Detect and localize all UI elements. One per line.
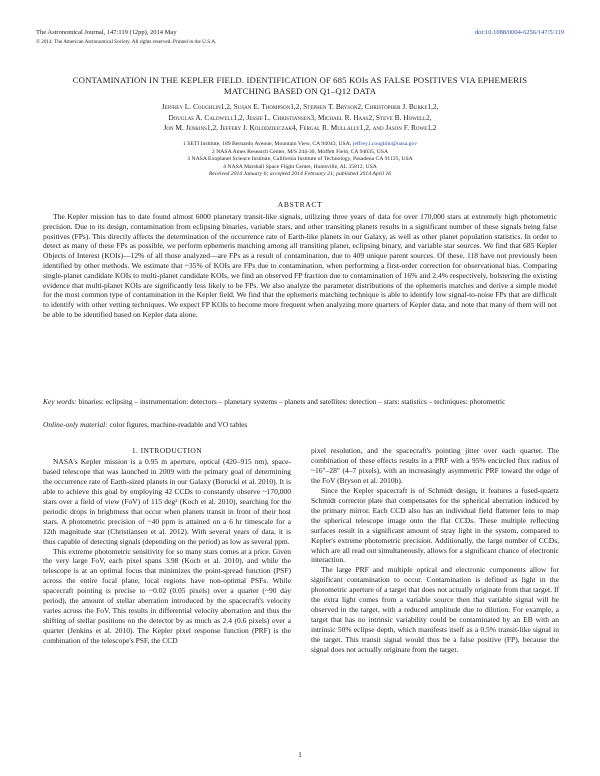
intro-paragraph-continued: pixel resolution, and the spacecraft's pointing jitter over each quarter. The combination of these effects results in a PRF with a 95% encircled flux radius of ~16″–28″ (4–7 pixels), with an increasingly asymmetric PRF toward the edge of the FoV (Bryson et al. 2010b). [311,446,559,485]
author-line: Douglas A. Caldwell1,2, Jessie L. Christiansen3, Michael R. Haas2, Steve B. Howell2, [168,112,432,122]
keywords-label: Key words: [43,397,77,406]
author-line: Jeffrey L. Coughlin1,2, Susan E. Thompson1,2, Stephen T. Bryson2, Christopher J. Burke1,2, [161,102,439,111]
column-left [43,446,291,646]
intro-paragraph-2: This extreme photometric sensitivity for so many stars comes at a price. Given the very large FoV, each pixel spans 3.98 (Koch et al. 2010), and while the telescope is at an optimal focus that minimizes the point-spread function (PSF) across the entire focal plane, local regions have non-optimal PSFs. While spacecraft pointing is precise to ~0.02 (0.05 pixels) over a quarter (~90 day period), the amount of stellar aberration introduced by the spacecraft's velocity varies across the FoV. This results in differential velocity aberration and thus the shifting of stellar positions on the detector by as much as 2.4 (0.6 pixels) over a quarter (Jenkins et al. 2010). The Kepler pixel response function (PRF) is the combination of the telescope's PSF, the CCD [43,546,291,646]
keywords-text: binaries: eclipsing – instrumentation: detectors – planetary systems – planets and satellites: detection – stars: statistics – techniques: photometric [78,397,506,406]
affiliations [50,141,550,179]
keywords [43,397,557,407]
affiliation-2: 2 NASA Ames Research Center, M/S 244-30, Moffett Field, CA 94035, USA [211,148,389,155]
journal-citation: The Astronomical Journal, 147:119 (12pp), 2014 May [36,29,177,36]
section-heading-introduction: 1. INTRODUCTION [131,446,203,455]
intro-paragraph-3: Since the Kepler spacecraft is of Schmidt design, it features a fused-quartz Schmidt corrector plate that compensates for the spherical aberration induced by the primary mirror. Each CCD also has an individual field flattener lens to map the spherical telescope image onto the flat CCDs. These multiple reflecting surfaces result in a significant amount of stray light in the system, compared to Kepler's extreme photometric precision. Additionally, the large number of CCDs, which are all read out simultaneously, allows for a significant chance of electronic interaction. [311,485,559,565]
affiliation-3: 3 NASA Exoplanet Science Institute, California Institute of Technology, Pasadena CA 91125, USA [187,156,413,163]
author-list [50,102,550,134]
publication-dates: Received 2014 January 6; accepted 2014 February 21; published 2014 April 16 [208,171,392,178]
affiliation-4: 4 NASA Marshall Space Flight Center, Huntsville, AL 35812, USA [223,163,377,170]
email-link[interactable]: jeffrey.l.coughlin@nasa.gov [352,141,418,147]
abstract-heading: ABSTRACT [277,200,323,209]
copyright-line: © 2014. The American Astronomical Society. All rights reserved. Printed in the U.S.A. [36,39,217,45]
paper-title: CONTAMINATION IN THE KEPLER FIELD. IDENTIFICATION OF 685 KOIs AS FALSE POSITIVES VIA EPHEMERIS MATCHING BASED ON Q1–Q12 DATA [72,75,528,96]
intro-paragraph-4: The large PRF and multiple optical and electronic components allow for significant contamination to occur. Contamination is defined as light in the photometric aperture of a target that does not actually originate from that target. If the extra light comes from a variable source then that variable signal will be observed in the target, with a reduced amplitude due to dilution. For example, a target that has no intrinsic variability could be contaminated by an EB with an intrinsic 50% eclipse depth, which manifests itself as a 0.5% transit-like signal in the target. This transit signal would thus be a false positive (FP), because the signal does not actually originate from the target. [311,565,559,655]
doi-link[interactable]: doi:10.1088/0004-6256/147/5/119 [474,29,564,36]
online-material-text: color figures, machine-readable and VO tables [109,420,248,429]
page-number: 1 [298,750,302,759]
online-material-label: Online-only material: [43,420,108,429]
affiliation-1 [50,141,550,149]
author-line: Jon M. Jenkins1,2, Jeffery J. Kolodziejczak4, Fergal R. Mullally1,2, and Jason F. Rowe1,2 [163,123,437,133]
affiliation-1-text: 1 SETI Institute, 189 Bernardo Avenue, Mountain View, CA 94043, USA; [182,141,352,147]
column-right [311,446,559,655]
online-material [43,420,557,430]
abstract-text: The Kepler mission has to date found almost 6000 planetary transit-like signals, utilizing three years of data for over 170,000 stars at extremely high photometric precision. Due to its design, contamination from eclipsing binaries, variable stars, and other transiting planets results in a significant number of these signals being false positives (FPs). This directly affects the determination of the occurrence rate of Earth-like planets in our Galaxy, as well as other planet population statistics. In order to detect as many of these FPs as possible, we perform ephemeris matching among all transiting planet, eclipsing binary, and variable star sources. We find that 685 Kepler Objects of Interest (KOIs)—12% of all those analyzed—are FPs as a result of contamination, due to 409 unique parent sources. Of these, 118 have not previously been identified by other methods. We estimate that ~35% of KOIs are FPs due to contamination, when performing a first-order correction for observational bias. Comparing single-planet candidate KOIs to multi-planet candidate KOIs, we find an observed FP fraction due to contamination of 16% and 2.4% respectively, bolstering the existing evidence that multi-planet KOIs are significantly less likely to be FPs. We also analyze the parameter distributions of the ephemeris matches and derive a simple model for the most common type of contamination in the Kepler field. We find that the ephemeris matching technique is able to identify low signal-to-noise FPs that are difficult to identify with other vetting techniques. We expect FP KOIs to become more frequent when analyzing more quarters of Kepler data, and note that many of them will not be able to be identified based on Kepler data alone. [43,212,557,319]
intro-paragraph-1: NASA's Kepler mission is a 0.95 m aperture, optical (420–915 nm), space-based telescope that was launched in 2009 with the primary goal of determining the occurrence rate of Earth-sized planets in our Galaxy (Borucki et al. 2010). It is able to achieve this goal by employing 42 CCDs to constantly observe ~170,000 stars over a field of view (FoV) of 115 deg² (Koch et al. 2010), searching for the periodic drops in brightness that occur when planets transit in front of their host stars. A photometric precision of ~40 ppm is attained on a 6 hr timescale for a 12th magnitude star (Christiansen et al. 2012). With several years of data, it is thus capable of detecting signals (depending on the period) as low as several ppm. [43,456,291,546]
